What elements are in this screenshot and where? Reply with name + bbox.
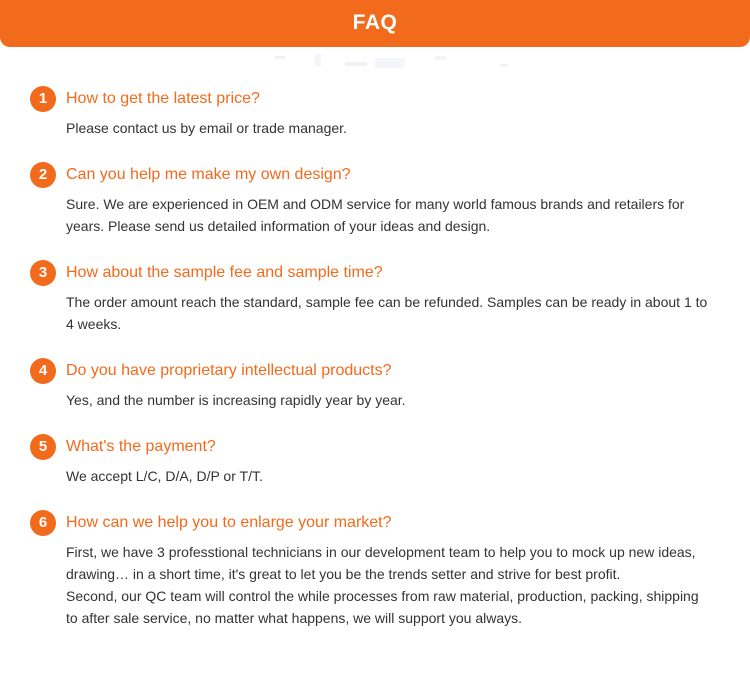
faq-number-badge: 5 [30, 434, 56, 460]
faq-item [30, 358, 720, 408]
faq-answer-line: drawing… in a short time, it's great to let you be the trends setter and strive for best profit. [66, 566, 621, 582]
faq-number-badge: 2 [30, 162, 56, 188]
faq-item [30, 86, 720, 136]
faq-answer-line: First, we have 3 professtional technicians in our development team to help you to mock up new ideas, [66, 544, 696, 560]
faq-number-badge: 3 [30, 260, 56, 286]
faq-number-badge: 6 [30, 510, 56, 536]
faq-question: How can we help you to enlarge your market? [66, 514, 392, 531]
faq-item [30, 260, 720, 332]
faq-answer [66, 291, 720, 335]
faq-question: Do you have proprietary intellectual products? [66, 362, 392, 379]
faq-answer-line: Yes, and the number is increasing rapidly year by year. [66, 392, 406, 408]
faq-answer [66, 465, 720, 487]
faq-item [30, 434, 720, 484]
faq-answer [66, 541, 720, 629]
faq-answer-line: years. Please send us detailed information of your ideas and design. [66, 218, 491, 234]
faq-item [30, 162, 720, 234]
faq-answer [66, 193, 720, 237]
faq-answer [66, 117, 720, 139]
faq-answer-line: Sure. We are experienced in OEM and ODM service for many world famous brands and retailers for [66, 196, 685, 212]
faq-answer-line: 4 weeks. [66, 316, 122, 332]
faq-question: Can you help me make my own design? [66, 166, 351, 183]
faq-answer [66, 389, 720, 411]
faq-number-badge: 1 [30, 86, 56, 112]
faq-question: How to get the latest price? [66, 90, 260, 107]
faq-number-badge: 4 [30, 358, 56, 384]
faq-answer-line: We accept L/C, D/A, D/P or T/T. [66, 468, 263, 484]
faq-answer-line: Second, our QC team will control the while processes from raw material, production, packing, shipping [66, 588, 699, 604]
faq-answer-line: to after sale service, no matter what happens, we will support you always. [66, 610, 522, 626]
faq-title: FAQ [352, 11, 398, 34]
faq-question: How about the sample fee and sample time? [66, 264, 383, 281]
faq-question: What's the payment? [66, 438, 216, 455]
faq-answer-line: The order amount reach the standard, sample fee can be refunded. Samples can be ready in about 1 to [66, 294, 708, 310]
faq-item [30, 510, 720, 626]
faq-answer-line: Please contact us by email or trade manager. [66, 120, 347, 136]
